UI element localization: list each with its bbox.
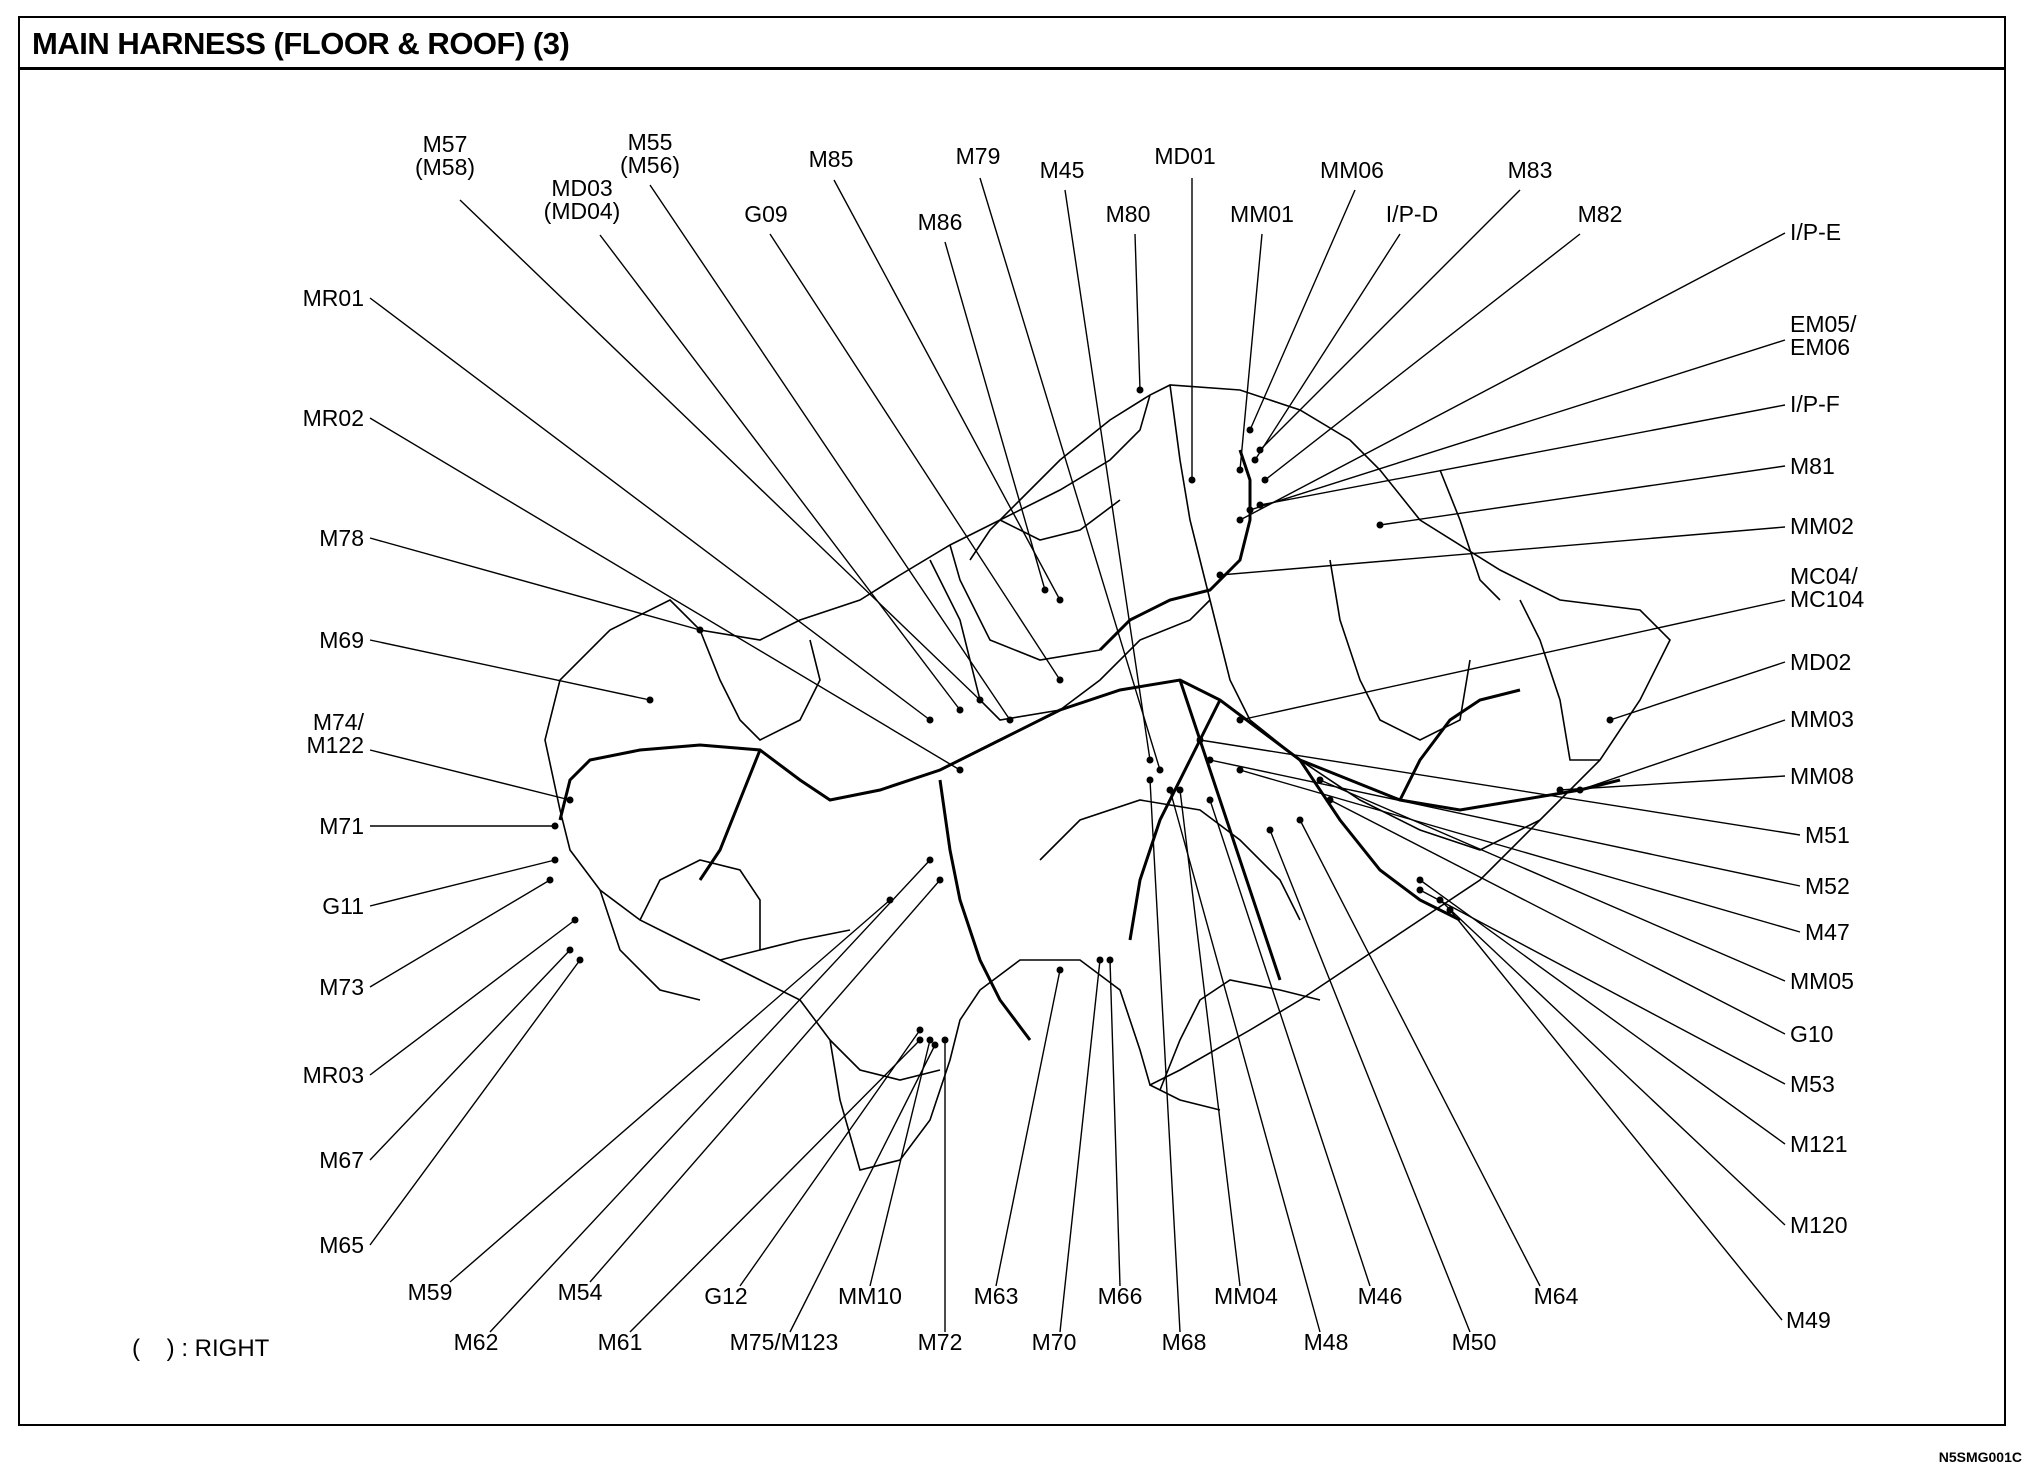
legend-right-note: ( ) : RIGHT xyxy=(132,1335,270,1362)
leader-line-m45 xyxy=(1065,190,1150,760)
leader-line-m68 xyxy=(1150,780,1180,1332)
leader-line-mm01 xyxy=(1240,234,1262,470)
connector-label-line: M75/M123 xyxy=(729,1329,839,1355)
connector-label-g09 xyxy=(744,201,787,227)
connector-point-m81 xyxy=(1377,522,1384,529)
connector-point-m67 xyxy=(567,947,574,954)
connector-point-m65 xyxy=(577,957,584,964)
leader-line-m66 xyxy=(1110,960,1120,1286)
connector-label-line: M121 xyxy=(1790,1131,1848,1157)
connector-label-line: MM02 xyxy=(1790,513,1854,539)
connector-label-line: M59 xyxy=(407,1279,453,1305)
leader-line-m46 xyxy=(1210,800,1370,1286)
connector-point-ipe xyxy=(1237,517,1244,524)
connector-point-m70 xyxy=(1097,957,1104,964)
connector-label-m48 xyxy=(1304,1329,1349,1355)
connector-label-line: M82 xyxy=(1577,201,1623,227)
connector-point-m79 xyxy=(1157,767,1164,774)
connector-label-mm05 xyxy=(1790,968,1854,994)
leader-line-mm05 xyxy=(1320,780,1785,981)
connector-label-line: MM06 xyxy=(1320,157,1384,183)
connector-label-line: MM05 xyxy=(1790,968,1854,994)
connector-label-line: MM04 xyxy=(1214,1283,1278,1309)
connector-label-line: I/P-D xyxy=(1385,201,1439,227)
connector-point-m52 xyxy=(1207,757,1214,764)
connector-label-ipe xyxy=(1790,219,1841,245)
connector-label-m70 xyxy=(1032,1329,1077,1355)
connector-label-mm08 xyxy=(1790,763,1854,789)
connector-label-line: MR02 xyxy=(302,405,364,431)
connector-label-line: M67 xyxy=(319,1147,364,1173)
connector-label-m53 xyxy=(1790,1071,1835,1097)
connector-point-mr01 xyxy=(927,717,934,724)
leader-line-m63 xyxy=(996,970,1060,1286)
connector-label-mm10 xyxy=(838,1283,902,1309)
connector-label-m55 xyxy=(620,129,680,178)
leader-line-m59 xyxy=(450,900,890,1282)
leader-line-m79 xyxy=(980,178,1160,770)
connector-label-line: M57 xyxy=(422,131,468,157)
connector-label-g10 xyxy=(1790,1021,1833,1047)
connector-point-g11 xyxy=(552,857,559,864)
connector-label-line: M53 xyxy=(1790,1071,1835,1097)
connector-label-line: M74/ xyxy=(312,709,364,735)
leader-line-mm08 xyxy=(1560,776,1785,790)
connector-label-line: MD02 xyxy=(1790,649,1852,675)
connector-label-m52 xyxy=(1805,873,1850,899)
connector-label-line: M79 xyxy=(955,143,1001,169)
leader-line-m85 xyxy=(834,180,1060,600)
connector-point-md02 xyxy=(1607,717,1614,724)
connector-label-em05 xyxy=(1790,311,1857,360)
leader-line-m70 xyxy=(1060,960,1100,1332)
leader-line-m82 xyxy=(1265,234,1580,480)
connector-point-m62 xyxy=(927,857,934,864)
connector-label-line: EM05/ xyxy=(1790,311,1857,337)
connector-label-mm06 xyxy=(1320,157,1384,183)
leader-line-m49 xyxy=(1450,910,1782,1320)
connector-point-m45 xyxy=(1147,757,1154,764)
connector-label-line: (M56) xyxy=(619,152,681,178)
leader-lines xyxy=(370,178,1800,1332)
connector-point-em05 xyxy=(1247,507,1254,514)
connector-point-m68 xyxy=(1147,777,1154,784)
connector-point-m50 xyxy=(1267,827,1274,834)
connector-label-m73 xyxy=(319,974,364,1000)
connector-label-m62 xyxy=(454,1329,499,1355)
leader-line-g12 xyxy=(740,1030,920,1286)
connector-point-m72 xyxy=(942,1037,949,1044)
connector-point-m61 xyxy=(917,1037,924,1044)
connector-point-mr03 xyxy=(572,917,579,924)
connector-point-mm03 xyxy=(1577,787,1584,794)
connector-point-md01 xyxy=(1189,477,1196,484)
connector-label-line: M81 xyxy=(1790,453,1835,479)
connector-point-m78 xyxy=(697,627,704,634)
connector-point-mr02 xyxy=(957,767,964,774)
connector-point-m120 xyxy=(1437,897,1444,904)
connector-label-m66 xyxy=(1098,1283,1143,1309)
connector-label-m69 xyxy=(319,627,364,653)
connector-label-m83 xyxy=(1508,157,1553,183)
connector-label-m85 xyxy=(809,146,854,172)
connector-label-line: M70 xyxy=(1031,1329,1077,1355)
connector-label-m46 xyxy=(1358,1283,1403,1309)
connector-label-mm04 xyxy=(1214,1283,1278,1309)
connector-point-m121 xyxy=(1417,877,1424,884)
connector-point-m48 xyxy=(1167,787,1174,794)
connector-label-line: M78 xyxy=(319,525,364,551)
connector-label-line: M45 xyxy=(1039,157,1085,183)
connector-point-g12 xyxy=(917,1027,924,1034)
connector-label-line: I/P-F xyxy=(1790,391,1840,417)
connector-label-line: M50 xyxy=(1451,1329,1497,1355)
connector-label-m59 xyxy=(408,1279,453,1305)
connector-label-line: G11 xyxy=(322,893,364,919)
leader-line-m50 xyxy=(1270,830,1470,1332)
connector-point-m80 xyxy=(1137,387,1144,394)
connector-point-m57 xyxy=(977,697,984,704)
connector-label-line: M68 xyxy=(1161,1329,1207,1355)
leader-line-ipe xyxy=(1240,233,1785,520)
connector-label-m45 xyxy=(1040,157,1085,183)
connector-label-m68 xyxy=(1162,1329,1207,1355)
connector-label-m75 xyxy=(730,1329,839,1355)
connector-label-m80 xyxy=(1106,201,1151,227)
connector-label-mm03 xyxy=(1790,706,1854,732)
leader-line-m83 xyxy=(1260,190,1520,450)
connector-label-line: MR01 xyxy=(302,285,364,311)
connector-point-m51 xyxy=(1197,737,1204,744)
connector-point-m86 xyxy=(1042,587,1049,594)
leader-line-m51 xyxy=(1200,740,1800,835)
connector-label-line: MD03 xyxy=(551,175,613,201)
connector-point-md03 xyxy=(957,707,964,714)
leader-line-m47 xyxy=(1240,770,1800,932)
connector-label-md03 xyxy=(544,175,621,224)
connector-label-line: M63 xyxy=(973,1283,1019,1309)
leader-line-mm02 xyxy=(1220,527,1785,575)
leader-line-m57 xyxy=(460,200,980,700)
connector-label-line: M48 xyxy=(1303,1329,1349,1355)
leader-line-m81 xyxy=(1380,466,1785,525)
connector-point-m46 xyxy=(1207,797,1214,804)
leader-line-mm03 xyxy=(1580,720,1785,790)
connector-label-line: MM01 xyxy=(1230,201,1294,227)
connector-point-m71 xyxy=(552,823,559,830)
connector-label-line: M54 xyxy=(557,1279,603,1305)
connector-label-g11 xyxy=(322,893,364,919)
connector-label-ipf xyxy=(1790,391,1840,417)
leader-line-m121 xyxy=(1420,880,1785,1144)
connector-point-m55 xyxy=(1007,717,1014,724)
connector-point-m75 xyxy=(932,1042,939,1049)
connector-label-m81 xyxy=(1790,453,1835,479)
connector-label-line: M64 xyxy=(1533,1283,1579,1309)
connector-label-mr03 xyxy=(303,1062,364,1088)
connector-point-m54 xyxy=(937,877,944,884)
connector-label-line: M55 xyxy=(627,129,673,155)
connector-label-m121 xyxy=(1790,1131,1848,1157)
connector-point-m63 xyxy=(1057,967,1064,974)
connector-label-m78 xyxy=(319,525,364,551)
connector-label-line: G12 xyxy=(704,1283,748,1309)
connector-point-m53 xyxy=(1417,887,1424,894)
connector-point-g09 xyxy=(1057,677,1064,684)
connector-point-mm01 xyxy=(1237,467,1244,474)
connector-label-line: G10 xyxy=(1790,1021,1834,1047)
connector-point-m69 xyxy=(647,697,654,704)
connector-label-m51 xyxy=(1805,822,1850,848)
connector-label-md02 xyxy=(1790,649,1851,675)
connector-point-g10 xyxy=(1327,797,1334,804)
connector-label-line: M86 xyxy=(917,209,963,235)
connector-label-mr02 xyxy=(303,405,364,431)
connector-label-m49 xyxy=(1786,1307,1831,1333)
connector-label-line: MD01 xyxy=(1154,143,1216,169)
connector-label-m61 xyxy=(598,1329,643,1355)
connector-label-m67 xyxy=(319,1147,364,1173)
connector-label-line: MM08 xyxy=(1790,763,1854,789)
leader-line-m120 xyxy=(1440,900,1785,1225)
connector-point-mc04 xyxy=(1237,717,1244,724)
connector-point-mm05 xyxy=(1317,777,1324,784)
connector-label-line: M73 xyxy=(319,974,364,1000)
connector-point-m74 xyxy=(567,797,574,804)
figure-code: N5SMG001C xyxy=(1938,1449,2022,1465)
leader-line-m78 xyxy=(370,538,700,630)
connector-label-line: I/P-E xyxy=(1790,219,1842,245)
connector-label-mc04 xyxy=(1790,563,1864,612)
connector-point-m64 xyxy=(1297,817,1304,824)
page-title: MAIN HARNESS (FLOOR & ROOF) (3) xyxy=(32,26,570,61)
leader-line-m67 xyxy=(370,950,570,1160)
connector-label-line: M62 xyxy=(453,1329,499,1355)
connector-label-m71 xyxy=(319,813,364,839)
leader-line-m86 xyxy=(945,242,1045,590)
leader-line-mr01 xyxy=(370,298,930,720)
leader-line-ipf xyxy=(1260,405,1785,505)
connector-label-m74 xyxy=(306,709,364,758)
connector-label-line: M71 xyxy=(319,813,364,839)
connector-label-m72 xyxy=(918,1329,963,1355)
connector-point-mm04 xyxy=(1177,787,1184,794)
connector-label-line: M80 xyxy=(1105,201,1151,227)
leader-line-m74 xyxy=(370,750,570,800)
leader-line-mc04 xyxy=(1240,600,1785,720)
connector-point-mm10 xyxy=(927,1037,934,1044)
connector-point-m85 xyxy=(1057,597,1064,604)
connector-point-m82 xyxy=(1262,477,1269,484)
connector-label-line: M72 xyxy=(917,1329,963,1355)
connector-label-line: M49 xyxy=(1786,1307,1831,1333)
connector-label-mm01 xyxy=(1230,201,1294,227)
leader-line-m80 xyxy=(1135,234,1140,390)
connector-label-line: M47 xyxy=(1805,919,1850,945)
connector-point-ipd xyxy=(1252,457,1259,464)
leader-line-md02 xyxy=(1610,662,1785,720)
connector-label-line: M66 xyxy=(1097,1283,1143,1309)
connector-label-line: M69 xyxy=(319,627,364,653)
leader-line-m65 xyxy=(370,960,580,1245)
connector-label-line: M51 xyxy=(1805,822,1850,848)
connector-label-mm02 xyxy=(1790,513,1854,539)
connector-label-m64 xyxy=(1534,1283,1579,1309)
connector-label-line: MR03 xyxy=(302,1062,364,1088)
connector-label-ipd xyxy=(1386,201,1438,227)
connector-label-line: (MD04) xyxy=(543,198,621,224)
leader-line-md03 xyxy=(600,235,960,710)
connector-label-line: MM10 xyxy=(838,1283,902,1309)
connector-label-m65 xyxy=(319,1232,364,1258)
connector-label-m50 xyxy=(1452,1329,1497,1355)
connector-label-line: EM06 xyxy=(1790,334,1851,360)
connector-label-line: M65 xyxy=(319,1232,364,1258)
connector-label-m79 xyxy=(956,143,1001,169)
connector-label-line: M85 xyxy=(808,146,854,172)
connector-label-mr01 xyxy=(303,285,364,311)
connector-label-line: (M58) xyxy=(414,154,476,180)
connector-label-m82 xyxy=(1578,201,1623,227)
leader-line-m69 xyxy=(370,640,650,700)
connector-point-m66 xyxy=(1107,957,1114,964)
connector-label-line: M52 xyxy=(1805,873,1850,899)
connector-label-g12 xyxy=(704,1283,747,1309)
connector-point-ipf xyxy=(1257,502,1264,509)
connector-point-mm02 xyxy=(1217,572,1224,579)
leader-line-g09 xyxy=(770,234,1060,680)
leader-line-mm10 xyxy=(870,1040,930,1286)
leader-line-g10 xyxy=(1330,800,1785,1034)
leader-line-em05 xyxy=(1250,340,1785,510)
connector-label-line: M46 xyxy=(1357,1283,1403,1309)
connector-label-m54 xyxy=(558,1279,603,1305)
connector-label-md01 xyxy=(1154,143,1215,169)
connector-label-line: M120 xyxy=(1790,1212,1848,1238)
connector-label-line: MM03 xyxy=(1790,706,1854,732)
connector-point-m47 xyxy=(1237,767,1244,774)
connector-label-line: MC04/ xyxy=(1790,563,1858,589)
connector-label-line: G09 xyxy=(744,201,788,227)
leader-line-m73 xyxy=(370,880,550,987)
connector-point-mm08 xyxy=(1557,787,1564,794)
connector-label-line: M122 xyxy=(306,732,364,758)
connector-label-line: M83 xyxy=(1507,157,1553,183)
connector-point-m73 xyxy=(547,877,554,884)
connector-label-m47 xyxy=(1805,919,1850,945)
connector-point-mm06 xyxy=(1247,427,1254,434)
leader-line-m54 xyxy=(590,880,940,1282)
connector-label-m63 xyxy=(974,1283,1019,1309)
connector-label-m57 xyxy=(415,131,475,180)
connector-label-m120 xyxy=(1790,1212,1848,1238)
connector-label-m86 xyxy=(918,209,963,235)
connector-label-line: M61 xyxy=(597,1329,643,1355)
connector-point-m49 xyxy=(1447,907,1454,914)
leader-line-g11 xyxy=(370,860,555,906)
connector-label-line: MC104 xyxy=(1790,586,1865,612)
